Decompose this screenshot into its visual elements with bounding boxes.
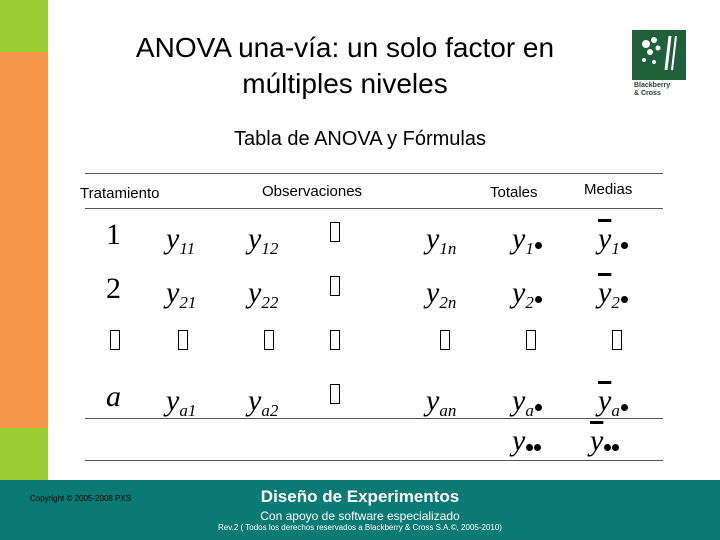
accent-bar-middle [0, 52, 48, 428]
grand-mean: $\overline{y}$ [590, 424, 619, 458]
slide-subtitle: Tabla de ANOVA y Fórmulas [234, 128, 486, 150]
copyright-text: Copyright © 2005-2008 PXS [30, 494, 132, 503]
placeholder-glyph [612, 330, 622, 350]
rowa-obs2: $y_{a2}$ [248, 384, 279, 420]
rowa-obsn: $y_{an}$ [426, 384, 457, 420]
footer-revision: Rev.2 ( Todos los derechos reservados a Blackberry & Cross S.A.©, 2005-2010) [218, 523, 502, 532]
rowa-mean: $\overline{y}_a$ [598, 384, 628, 422]
placeholder-glyph [440, 330, 450, 350]
logo-text: Blackberry & Cross [634, 82, 671, 97]
placeholder-glyph [264, 330, 274, 350]
row2-obs1: $y_{21}$ [166, 276, 197, 312]
row1-label: 1 [106, 218, 121, 251]
table-bottom-rule [85, 460, 663, 461]
row2-total: $y_2$ [512, 276, 542, 314]
footer-title: Diseño de Experimentos [260, 487, 460, 506]
header-tratamiento: Tratamiento [80, 185, 160, 202]
company-logo [632, 30, 686, 102]
row2-obs2: $y_{22}$ [248, 276, 279, 312]
row1-obs2: $y_{12}$ [248, 222, 279, 258]
placeholder-glyph [178, 330, 188, 350]
rowa-obs1: $y_{a1}$ [166, 384, 197, 420]
row1-mean: $\overline{y}_1$ [598, 222, 628, 260]
row1-obsn: $y_{1n}$ [426, 222, 457, 258]
grand-total: y [512, 424, 541, 458]
header-totales: Totales [490, 184, 538, 201]
header-observaciones: Observaciones [262, 183, 363, 200]
placeholder-glyph [330, 222, 340, 242]
rowa-total: $y_a$ [512, 384, 542, 422]
placeholder-glyph [526, 330, 536, 350]
footer-subtitle: Con apoyo de software especializado [260, 509, 460, 523]
accent-bar-top [0, 0, 48, 52]
placeholder-glyph [330, 384, 340, 404]
table-header-rule [85, 208, 663, 209]
row1-obs1: $y_{11}$ [166, 222, 196, 258]
row2-label: 2 [106, 272, 121, 305]
logo-mark-icon [632, 30, 686, 80]
placeholder-glyph [110, 330, 120, 350]
row1-total: $y_1$ [512, 222, 542, 260]
rowa-label: a [106, 380, 121, 413]
header-medias: Medias [584, 181, 633, 198]
placeholder-glyph [330, 276, 340, 296]
row2-mean: $\overline{y}_2$ [598, 276, 628, 314]
row2-obsn: $y_{2n}$ [426, 276, 457, 312]
accent-bar-bottom [0, 428, 48, 480]
placeholder-glyph [330, 330, 340, 350]
slide-title: ANOVA una-vía: un solo factor en múltiples niveles [135, 32, 555, 99]
table-top-rule [85, 173, 663, 174]
